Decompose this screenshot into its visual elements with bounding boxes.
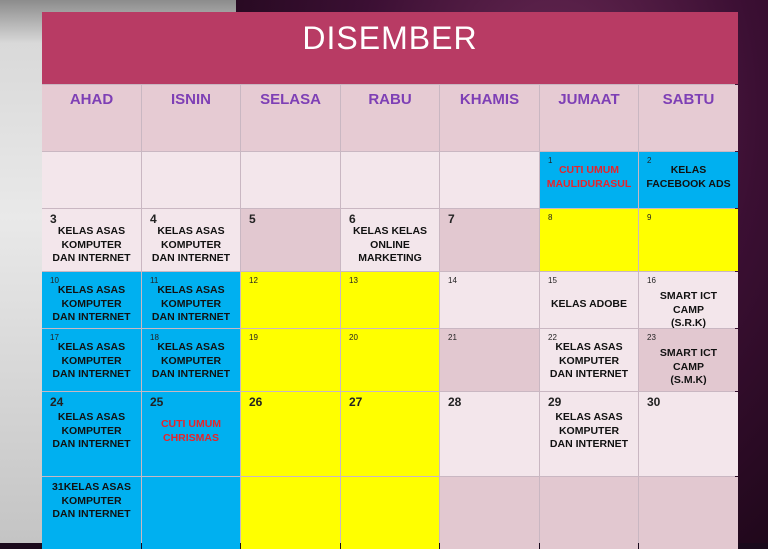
day-header-rabu: RABU xyxy=(341,85,439,151)
day-header-khamis: KHAMIS xyxy=(440,85,539,151)
calendar-cell-27 xyxy=(341,392,439,476)
event-text: KELAS ASAS KOMPUTER DAN INTERNET xyxy=(52,341,131,380)
date-number: 13 xyxy=(349,276,358,285)
calendar-cell-28 xyxy=(440,392,539,476)
date-number: 29 xyxy=(548,395,562,409)
calendar-cell-empty xyxy=(42,152,141,208)
calendar-cell-empty xyxy=(142,152,240,208)
date-number: 24 xyxy=(50,395,64,409)
calendar-cell-12 xyxy=(241,272,340,328)
calendar-cell-4 xyxy=(142,209,240,271)
calendar-cell-3 xyxy=(42,209,141,271)
calendar-cell-9 xyxy=(639,209,738,271)
day-header-ahad: AHAD xyxy=(42,85,141,151)
calendar-cell-5 xyxy=(241,209,340,271)
event-text: 31KELAS ASAS KOMPUTER DAN INTERNET xyxy=(52,481,131,520)
calendar-cell-2 xyxy=(639,152,738,208)
calendar-cell-8 xyxy=(540,209,638,271)
date-number: 8 xyxy=(548,213,553,222)
calendar-cell-1 xyxy=(540,152,638,208)
event-text: KELAS ASAS KOMPUTER DAN INTERNET xyxy=(52,225,131,264)
date-number: 6 xyxy=(349,212,356,226)
date-number: 25 xyxy=(150,395,164,409)
calendar-cell-15 xyxy=(540,272,638,328)
calendar-cell-11 xyxy=(142,272,240,328)
date-number: 7 xyxy=(448,212,455,226)
date-number: 20 xyxy=(349,333,358,342)
day-header-isnin: ISNIN xyxy=(142,85,240,151)
calendar-cell-17 xyxy=(42,329,141,391)
calendar-cell-22 xyxy=(540,329,638,391)
calendar-cell-31 xyxy=(42,477,141,549)
date-number: 12 xyxy=(249,276,258,285)
day-header-jumaat: JUMAAT xyxy=(540,85,638,151)
event-text: KELAS FACEBOOK ADS xyxy=(646,164,731,190)
date-number: 16 xyxy=(647,276,656,285)
date-number: 10 xyxy=(50,276,59,285)
date-number: 23 xyxy=(647,333,656,342)
event-text: KELAS ASAS KOMPUTER DAN INTERNET xyxy=(151,341,231,380)
calendar-cell-empty xyxy=(241,152,340,208)
event-text: KELAS ASAS KOMPUTER DAN INTERNET xyxy=(549,341,629,380)
calendar-cell-14 xyxy=(440,272,539,328)
date-number: 11 xyxy=(150,276,159,285)
event-text: KELAS ASAS KOMPUTER DAN INTERNET xyxy=(52,411,131,450)
calendar-cell-10 xyxy=(42,272,141,328)
calendar-cell-empty xyxy=(142,477,240,549)
calendar-cell-21 xyxy=(440,329,539,391)
date-number: 18 xyxy=(150,333,159,342)
calendar-cell-empty xyxy=(440,477,539,549)
date-number: 21 xyxy=(448,333,457,342)
date-number: 2 xyxy=(647,156,652,165)
date-number: 26 xyxy=(249,395,263,409)
event-text: SMART ICT CAMP (S.M.K) xyxy=(659,347,718,386)
event-text: KELAS ASAS KOMPUTER DAN INTERNET xyxy=(549,411,629,450)
calendar-cell-19 xyxy=(241,329,340,391)
calendar-cell-empty xyxy=(241,477,340,549)
calendar-cell-25 xyxy=(142,392,240,476)
calendar-cell-empty xyxy=(440,152,539,208)
calendar-cell-7 xyxy=(440,209,539,271)
event-text: SMART ICT CAMP (S.R.K) xyxy=(659,290,718,328)
date-number: 4 xyxy=(150,212,157,226)
date-number: 1 xyxy=(548,156,553,165)
event-text: KELAS ASAS KOMPUTER DAN INTERNET xyxy=(52,284,131,323)
day-header-selasa: SELASA xyxy=(241,85,340,151)
calendar-cell-empty xyxy=(341,152,439,208)
date-number: 30 xyxy=(647,395,661,409)
calendar-cell-18 xyxy=(142,329,240,391)
calendar-cell-empty xyxy=(341,477,439,549)
calendar-grid xyxy=(42,12,735,543)
date-number: 9 xyxy=(647,213,652,222)
calendar-cell-13 xyxy=(341,272,439,328)
event-text: KELAS ASAS KOMPUTER DAN INTERNET xyxy=(151,225,231,264)
calendar-cell-20 xyxy=(341,329,439,391)
date-number: 5 xyxy=(249,212,256,226)
date-number: 17 xyxy=(50,333,59,342)
calendar-cell-16 xyxy=(639,272,738,328)
calendar-cell-empty xyxy=(639,477,738,549)
calendar-cell-29 xyxy=(540,392,638,476)
date-number: 14 xyxy=(448,276,457,285)
event-text: CUTI UMUM MAULIDURASUL xyxy=(546,164,632,190)
event-text: KELAS KELAS ONLINE MARKETING xyxy=(352,225,428,264)
calendar-cell-empty xyxy=(540,477,638,549)
day-header-sabtu: SABTU xyxy=(639,85,738,151)
date-number: 3 xyxy=(50,212,57,226)
event-text: CUTI UMUM CHRISMAS xyxy=(160,418,222,444)
date-number: 27 xyxy=(349,395,363,409)
date-number: 19 xyxy=(249,333,258,342)
calendar-cell-6 xyxy=(341,209,439,271)
date-number: 28 xyxy=(448,395,462,409)
calendar-cell-23 xyxy=(639,329,738,391)
month-title: DISEMBER xyxy=(42,12,738,84)
calendar-cell-30 xyxy=(639,392,738,476)
calendar-cell-24 xyxy=(42,392,141,476)
date-number: 22 xyxy=(548,333,557,342)
calendar-cell-26 xyxy=(241,392,340,476)
event-text: KELAS ASAS KOMPUTER DAN INTERNET xyxy=(151,284,231,323)
event-text: KELAS ADOBE xyxy=(550,298,628,310)
date-number: 15 xyxy=(548,276,557,285)
